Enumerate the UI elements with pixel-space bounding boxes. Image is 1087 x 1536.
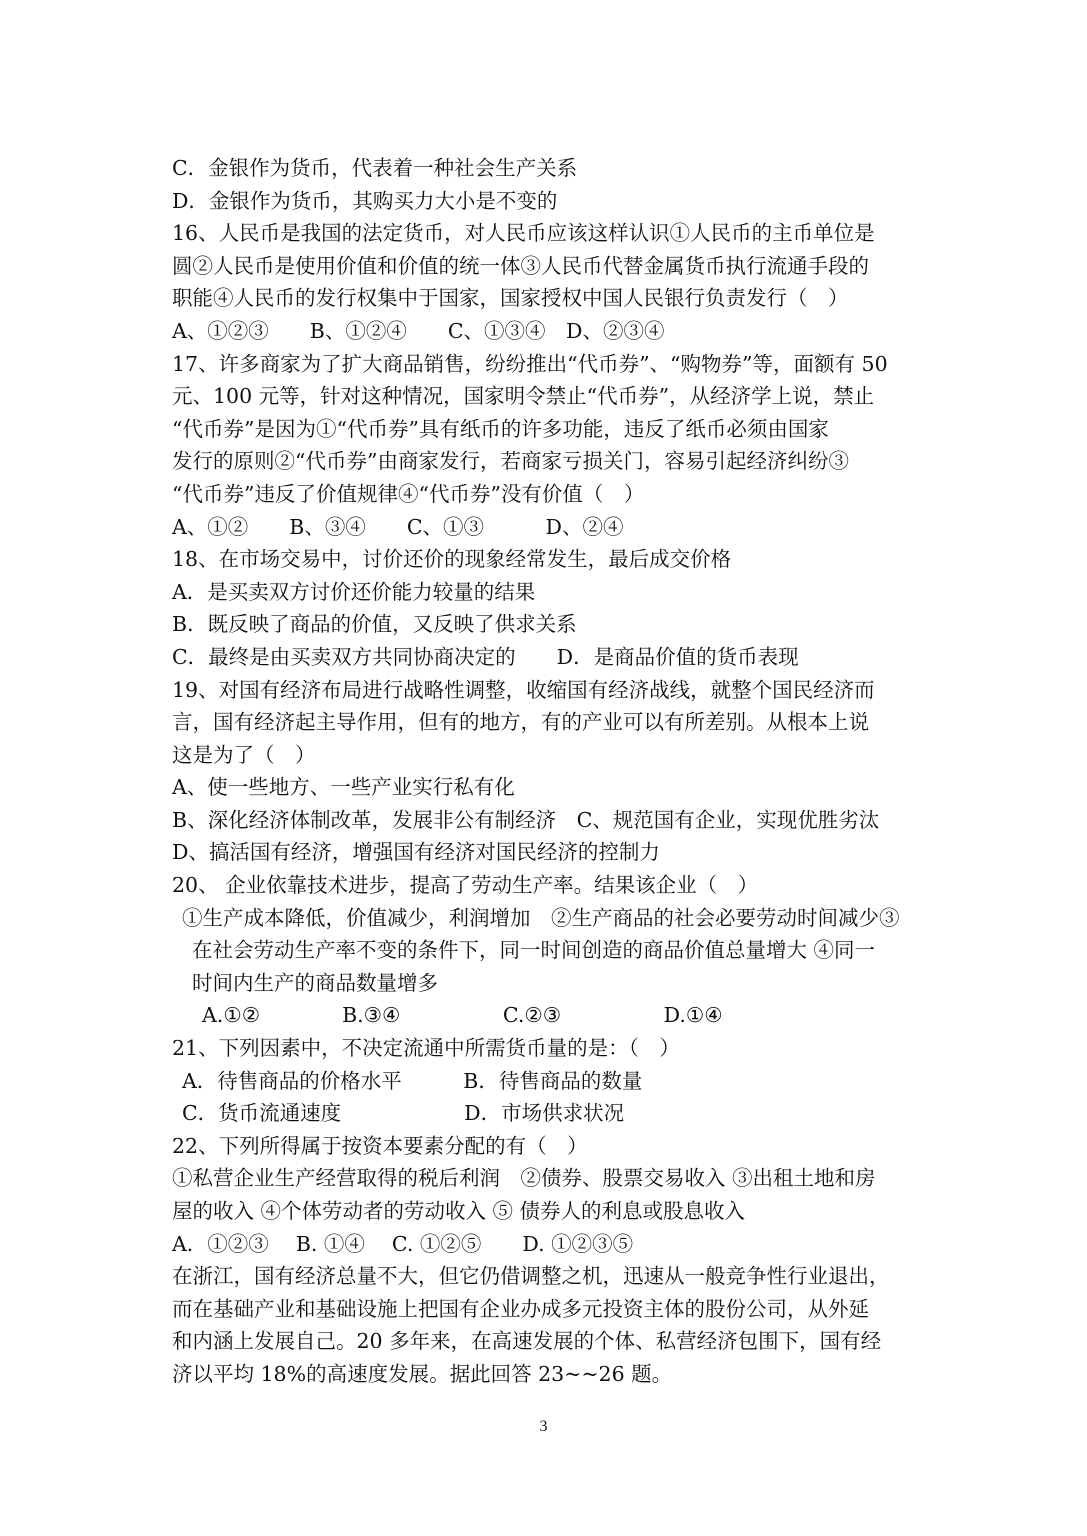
text-line: 圆②人民币是使用价值和价值的统一体③人民币代替金属货币执行流通手段的 [172,253,869,278]
question-22-text: 22、下列所得属于按资本要素分配的有（ ） [172,1133,588,1158]
passage-text: 在浙江，国有经济总量不大，但它仍借调整之机，迅速从一般竞争性行业退出， [172,1264,890,1289]
question-16-text: 16、人民币是我国的法定货币，对人民币应该这样认识①人民币的主币单位是 [172,221,875,246]
answer-option: B、深化经济体制改革，发展非公有制经济 C、规范国有企业，实现优胜劣汰 [172,807,880,832]
text-line: C．金银作为货币，代表着一种社会生产关系 [172,156,578,180]
answer-option: D、搞活国有经济，增强国有经济对国民经济的控制力 [172,840,660,865]
text-line: 时间内生产的商品数量增多 [192,970,438,995]
text-line: 在社会劳动生产率不变的条件下，同一时间创造的商品价值总量增大 ④同一 [192,938,876,963]
text-line: 发行的原则②“代币券”由商家发行，若商家亏损关门，容易引起经济纠纷③ [172,449,849,474]
text-line: “代币券”是因为①“代币券”具有纸币的许多功能，违反了纸币必须由国家 [172,416,829,441]
answer-options: A.①② B.③④ C.②③ D.①④ [202,1003,723,1028]
page-body [172,152,932,1391]
text-line: 这是为了（ ） [172,742,316,767]
question-19-text: 19、对国有经济布局进行战略性调整，收缩国有经济战线，就整个国民经济而 [172,677,875,702]
text-line: D．金银作为货币，其购买力大小是不变的 [172,188,558,213]
passage-text: 而在基础产业和基础设施上把国有企业办成多元投资主体的股份公司，从外延 [172,1296,869,1321]
question-21-text: 21、下列因素中，不决定流通中所需货币量的是：（ ） [172,1036,680,1061]
question-18-text: 18、在市场交易中，讨价还价的现象经常发生，最后成交价格 [172,547,732,572]
question-20-text: 20、 企业依靠技术进步，提高了劳动生产率。结果该企业（ ） [172,873,759,898]
passage-text: 和内涵上发展自己。20 多年来，在高速发展的个体、私营经济包围下，国有经 [172,1329,882,1354]
text-line: 元、100 元等，针对这种情况，国家明令禁止“代币券”，从经济学上说，禁止 [172,384,875,409]
text-line: ①私营企业生产经营取得的税后利润 ②债券、股票交易收入 ③出租土地和房 [172,1166,876,1191]
question-17-text: 17、许多商家为了扩大商品销售，纷纷推出“代币券”、“购物券”等，面额有 50 [172,351,888,376]
passage-text: 济以平均 18%的高速度发展。据此回答 23~~26 题。 [172,1361,673,1386]
answer-option: B．既反映了商品的价值，又反映了供求关系 [172,612,577,637]
text-line: 职能④人民币的发行权集中于国家，国家授权中国人民银行负责发行（ ） [172,286,849,311]
answer-options: A、①② B、③④ C、①③ D、②④ [172,514,624,539]
answer-options: A．①②③ B. ①④ C. ①②⑤ D. ①②③⑤ [172,1231,634,1256]
answer-option: C．货币流通速度 D．市场供求状况 [182,1101,625,1126]
answer-option: A、使一些地方、一些产业实行私有化 [172,775,515,800]
page-number: 3 [539,1418,548,1435]
answer-option: C．最终是由买卖双方共同协商决定的 D．是商品价值的货币表现 [172,644,799,669]
text-line: ①生产成本降低，价值减少，利润增加 ②生产商品的社会必要劳动时间减少③ [182,905,900,930]
answer-option: A．待售商品的价格水平 B．待售商品的数量 [182,1068,643,1093]
text-line: 屋的收入 ④个体劳动者的劳动收入 ⑤ 债券人的利息或股息收入 [172,1199,746,1223]
answer-options: A、①②③ B、①②④ C、①③④ D、②③④ [172,318,665,343]
text-line: 言，国有经济起主导作用，但有的地方，有的产业可以有所差别。从根本上说 [172,710,869,735]
answer-option: A．是买卖双方讨价还价能力较量的结果 [172,579,536,604]
text-line: “代币券”违反了价值规律④“代币券”没有价值（ ） [172,481,645,506]
